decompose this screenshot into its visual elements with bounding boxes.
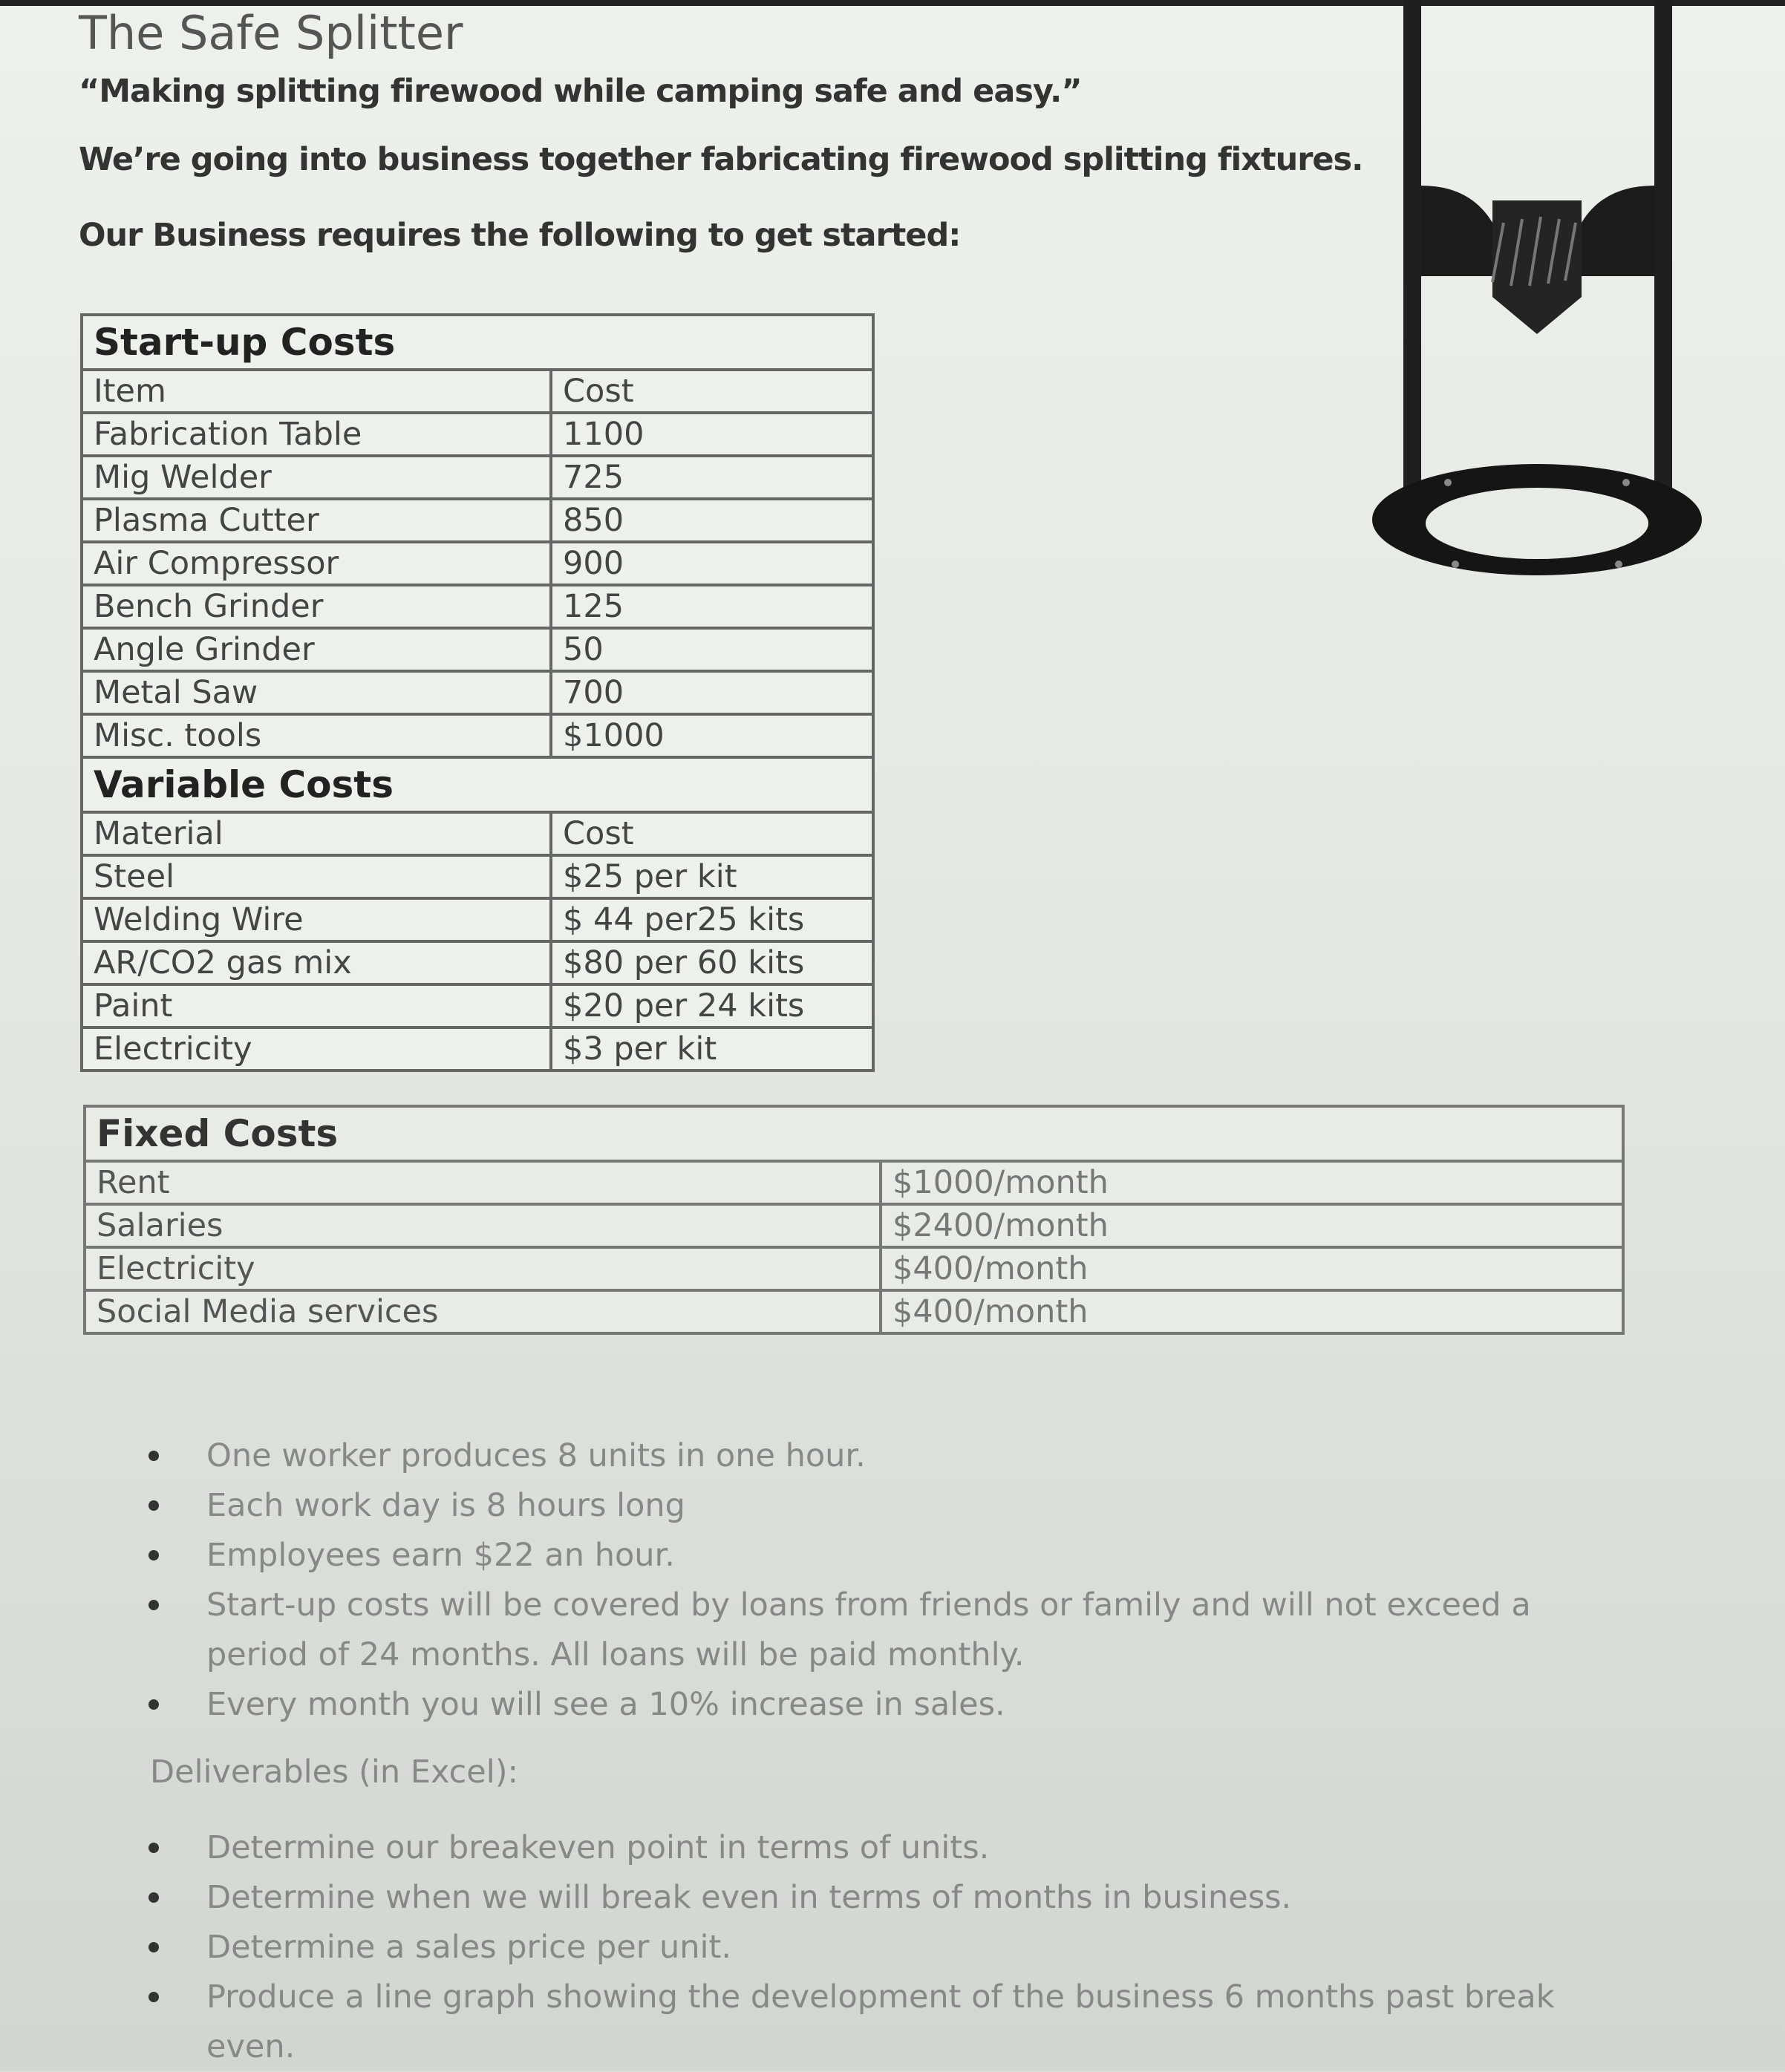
variable-heading-row bbox=[82, 757, 873, 812]
table-row bbox=[82, 898, 873, 941]
variable-item: Electricity bbox=[82, 1027, 551, 1071]
table-row bbox=[82, 499, 873, 542]
list-item: Determine when we will break even in terms of months in business. bbox=[149, 1873, 1634, 1923]
table-row bbox=[85, 1247, 1623, 1290]
list-item: Determine our breakeven point in terms of units. bbox=[149, 1823, 1634, 1873]
table-row bbox=[85, 1161, 1623, 1204]
fixed-cost: $400/month bbox=[881, 1247, 1623, 1290]
startup-item: Mig Welder bbox=[82, 456, 551, 499]
variable-cost: $3 per kit bbox=[551, 1027, 873, 1071]
fixed-item: Electricity bbox=[85, 1247, 881, 1290]
variable-cost: $ 44 per25 kits bbox=[551, 898, 873, 941]
startup-cost: 725 bbox=[551, 456, 873, 499]
table-row bbox=[82, 542, 873, 585]
variable-costs-heading: Variable Costs bbox=[82, 757, 873, 812]
variable-item: Steel bbox=[82, 855, 551, 898]
fixed-cost: $2400/month bbox=[881, 1204, 1623, 1247]
startup-cost: 1100 bbox=[551, 413, 873, 456]
list-item: Determine a sales price per unit. bbox=[149, 1923, 1634, 1973]
table-row bbox=[82, 941, 873, 984]
startup-cost: 700 bbox=[551, 671, 873, 714]
variable-col-item: Material bbox=[82, 812, 551, 855]
table-row bbox=[82, 855, 873, 898]
deliverables-list bbox=[149, 1823, 1634, 2072]
startup-item: Angle Grinder bbox=[82, 628, 551, 671]
startup-item: Metal Saw bbox=[82, 671, 551, 714]
fixed-item: Salaries bbox=[85, 1204, 881, 1247]
list-item: Produce a line graph showing the development of the business 6 months past break even. bbox=[149, 1973, 1634, 2072]
tagline: “Making splitting firewood while camping safe and easy.” bbox=[79, 73, 1082, 110]
table-row bbox=[85, 1290, 1623, 1333]
deliverables-heading: Deliverables (in Excel): bbox=[150, 1754, 518, 1791]
intro-text: We’re going into business together fabricating firewood splitting fixtures. bbox=[79, 141, 1363, 178]
table-row bbox=[82, 456, 873, 499]
startup-item: Fabrication Table bbox=[82, 413, 551, 456]
list-item: Each work day is 8 hours long bbox=[149, 1481, 1634, 1531]
fixed-costs-body bbox=[85, 1106, 1623, 1333]
startup-header-row bbox=[82, 370, 873, 413]
table-row bbox=[82, 984, 873, 1027]
fixed-item: Social Media services bbox=[85, 1290, 881, 1333]
startup-item: Bench Grinder bbox=[82, 585, 551, 628]
table-row bbox=[82, 628, 873, 671]
variable-cost: $25 per kit bbox=[551, 855, 873, 898]
variable-header-row bbox=[82, 812, 873, 855]
variable-item: Welding Wire bbox=[82, 898, 551, 941]
costs-table bbox=[80, 313, 875, 1072]
fixed-heading-row bbox=[85, 1106, 1623, 1161]
startup-cost: 900 bbox=[551, 542, 873, 585]
table-row bbox=[82, 585, 873, 628]
table-row bbox=[82, 413, 873, 456]
variable-cost: $20 per 24 kits bbox=[551, 984, 873, 1027]
table-row bbox=[82, 1027, 873, 1071]
assumptions-list bbox=[149, 1431, 1634, 1730]
page-title: The Safe Splitter bbox=[79, 6, 463, 60]
variable-item: Paint bbox=[82, 984, 551, 1027]
startup-cost: $1000 bbox=[551, 714, 873, 757]
fixed-cost: $400/month bbox=[881, 1290, 1623, 1333]
startup-item: Plasma Cutter bbox=[82, 499, 551, 542]
fixed-costs-heading: Fixed Costs bbox=[85, 1106, 1623, 1161]
variable-cost: $80 per 60 kits bbox=[551, 941, 873, 984]
list-item: Start-up costs will be covered by loans from friends or family and will not exceed a period of 24 months. All loans will be paid monthly. bbox=[149, 1581, 1634, 1680]
startup-heading-row bbox=[82, 315, 873, 370]
fixed-costs-table bbox=[83, 1105, 1625, 1335]
startup-costs-heading: Start-up Costs bbox=[82, 315, 873, 370]
startup-col-item: Item bbox=[82, 370, 551, 413]
requirements-text: Our Business requires the following to get started: bbox=[79, 217, 961, 254]
list-item: One worker produces 8 units in one hour. bbox=[149, 1431, 1634, 1481]
startup-col-cost: Cost bbox=[551, 370, 873, 413]
startup-cost: 125 bbox=[551, 585, 873, 628]
list-item: Employees earn $22 an hour. bbox=[149, 1531, 1634, 1581]
table-row bbox=[82, 671, 873, 714]
startup-item: Misc. tools bbox=[82, 714, 551, 757]
variable-item: AR/CO2 gas mix bbox=[82, 941, 551, 984]
log-splitter-fixture-illustration bbox=[1359, 0, 1708, 579]
startup-item: Air Compressor bbox=[82, 542, 551, 585]
startup-cost: 850 bbox=[551, 499, 873, 542]
costs-table-body bbox=[82, 315, 873, 1071]
variable-col-cost: Cost bbox=[551, 812, 873, 855]
table-row bbox=[85, 1204, 1623, 1247]
fixed-cost: $1000/month bbox=[881, 1161, 1623, 1204]
table-row bbox=[82, 714, 873, 757]
startup-cost: 50 bbox=[551, 628, 873, 671]
fixed-item: Rent bbox=[85, 1161, 881, 1204]
list-item: Every month you will see a 10% increase in sales. bbox=[149, 1680, 1634, 1730]
